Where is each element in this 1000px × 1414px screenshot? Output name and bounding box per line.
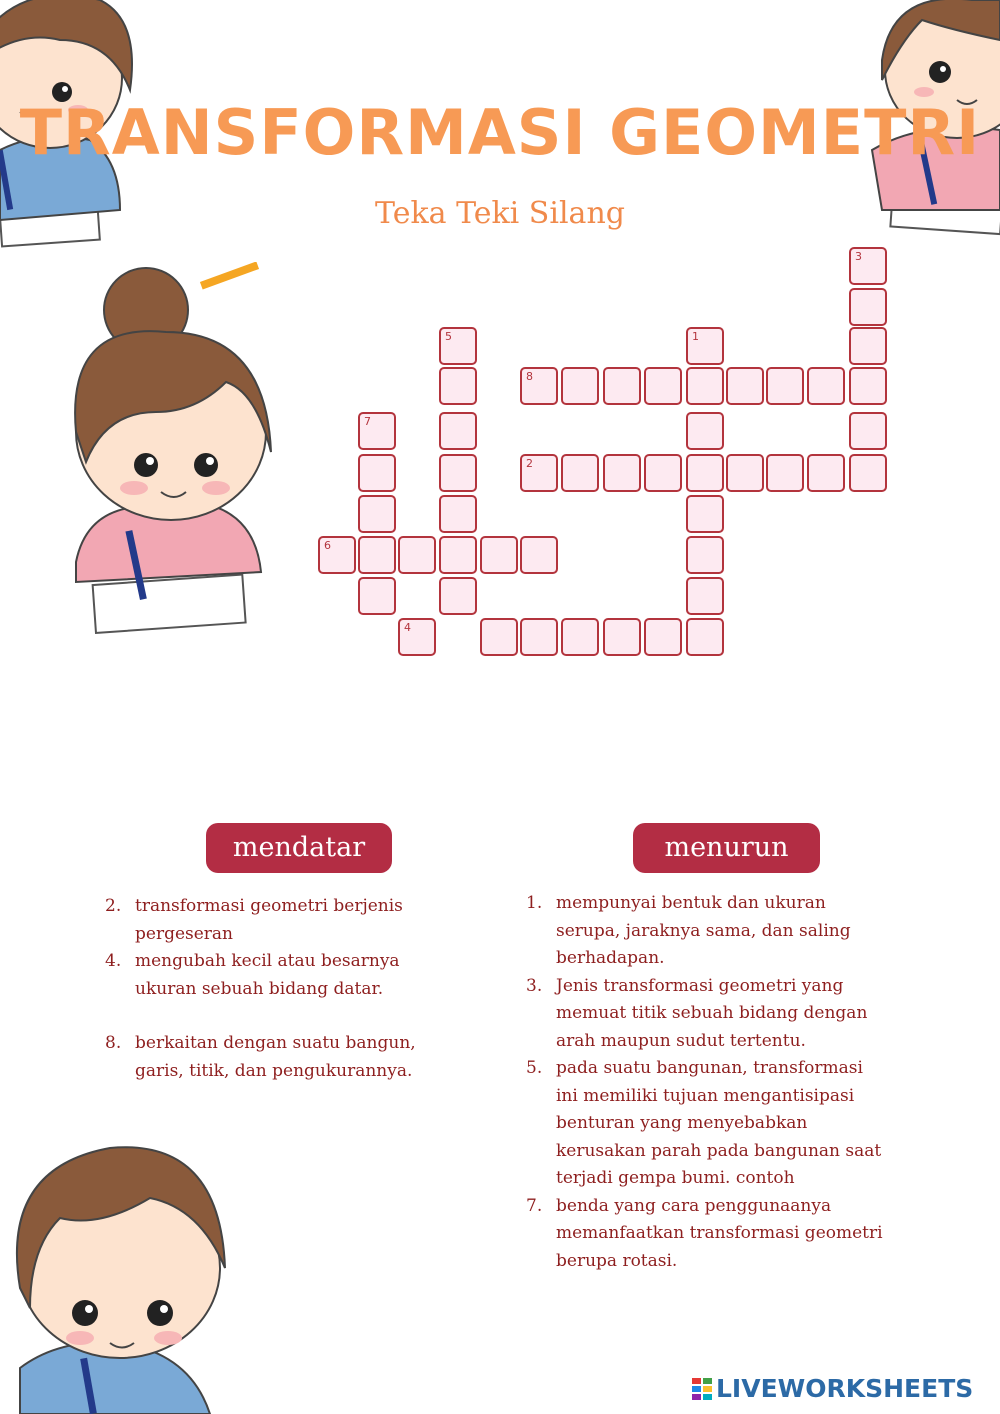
- crossword-cell[interactable]: [726, 454, 764, 492]
- crossword-cell[interactable]: [686, 618, 724, 656]
- crossword-cell-input[interactable]: [688, 497, 722, 531]
- crossword-cell[interactable]: [603, 367, 641, 405]
- cell-number: 5: [445, 330, 452, 343]
- clue-text: transformasi geometri berjenis pergeseran: [135, 896, 403, 944]
- crossword-cell-input[interactable]: [605, 369, 639, 403]
- crossword-cell-input[interactable]: [400, 538, 434, 572]
- crossword-cell-input[interactable]: [360, 456, 394, 490]
- crossword-cell[interactable]: [439, 367, 477, 405]
- crossword-cell[interactable]: [439, 412, 477, 450]
- crossword-cell[interactable]: [686, 327, 724, 365]
- crossword-cell-input[interactable]: [851, 369, 885, 403]
- crossword-cell-input[interactable]: [688, 369, 722, 403]
- crossword-cell[interactable]: [358, 577, 396, 615]
- clue-text: Jenis transformasi geometri yang memuat titik sebuah bidang dengan arah maupun sudut tertentu.: [556, 975, 868, 1051]
- crossword-cell[interactable]: [398, 618, 436, 656]
- page-subtitle: Teka Teki Silang: [375, 196, 625, 231]
- crossword-cell[interactable]: [561, 367, 599, 405]
- crossword-cell-input[interactable]: [441, 497, 475, 531]
- crossword-cell[interactable]: [318, 536, 356, 574]
- clue-number: 2.: [105, 896, 122, 916]
- clue-text: mempunyai bentuk dan ukuran serupa, jaraknya sama, dan saling berhadapan.: [556, 893, 851, 968]
- across-header: mendatar: [206, 823, 392, 873]
- crossword-cell[interactable]: [644, 618, 682, 656]
- crossword-cell[interactable]: [358, 412, 396, 450]
- down-clue-1: [526, 890, 888, 973]
- crossword-cell-input[interactable]: [688, 620, 722, 654]
- crossword-cell[interactable]: [686, 412, 724, 450]
- crossword-cell[interactable]: [398, 536, 436, 574]
- clue-number: 1.: [526, 893, 543, 913]
- crossword-cell-input[interactable]: [688, 456, 722, 490]
- down-clue-7: [526, 1193, 888, 1276]
- across-clue-8: [105, 1030, 435, 1085]
- down-clue-3: [526, 973, 888, 1056]
- crossword-cell[interactable]: [358, 536, 396, 574]
- crossword-cell[interactable]: [439, 454, 477, 492]
- crossword-cell[interactable]: [520, 618, 558, 656]
- crossword-cell[interactable]: [561, 454, 599, 492]
- crossword-cell-input[interactable]: [851, 290, 885, 324]
- crossword-cell-input[interactable]: [522, 620, 556, 654]
- crossword-cell[interactable]: [561, 618, 599, 656]
- cell-number: 4: [404, 621, 411, 634]
- crossword-cell-input[interactable]: [522, 538, 556, 572]
- crossword-cell-input[interactable]: [728, 456, 762, 490]
- crossword-cell-input[interactable]: [688, 538, 722, 572]
- crossword-cell-input[interactable]: [646, 369, 680, 403]
- crossword-cell-input[interactable]: [605, 620, 639, 654]
- crossword-cell-input[interactable]: [646, 456, 680, 490]
- cell-number: 1: [692, 330, 699, 343]
- page-title: TRANSFORMASI GEOMETRI: [19, 96, 981, 169]
- crossword-cell[interactable]: [439, 327, 477, 365]
- crossword-cell-input[interactable]: [482, 620, 516, 654]
- crossword-cell-input[interactable]: [768, 369, 802, 403]
- crossword-cell-input[interactable]: [360, 579, 394, 613]
- crossword-cell-input[interactable]: [851, 329, 885, 363]
- crossword-cell-input[interactable]: [563, 620, 597, 654]
- down-clue-list: [526, 890, 888, 1275]
- crossword-cell-input[interactable]: [441, 538, 475, 572]
- crossword-cell-input[interactable]: [522, 456, 556, 490]
- crossword-cell[interactable]: [849, 454, 887, 492]
- crossword-cell-input[interactable]: [360, 414, 394, 448]
- crossword-cell[interactable]: [807, 454, 845, 492]
- cell-number: 2: [526, 457, 533, 470]
- down-header: menurun: [633, 823, 820, 873]
- clue-text: pada suatu bangunan, transformasi ini memiliki tujuan mengantisipasi benturan yang menyebabkan kerusakan parah pada bangunan saat terjadi gempa bumi. contoh: [556, 1058, 882, 1188]
- crossword-cell[interactable]: [439, 577, 477, 615]
- crossword-cell-input[interactable]: [851, 414, 885, 448]
- crossword-cell[interactable]: [644, 367, 682, 405]
- crossword-cell-input[interactable]: [522, 369, 556, 403]
- crossword-cell-input[interactable]: [441, 579, 475, 613]
- crossword-cell[interactable]: [849, 288, 887, 326]
- crossword-cell-input[interactable]: [320, 538, 354, 572]
- crossword-cell-input[interactable]: [400, 620, 434, 654]
- crossword-cell[interactable]: [726, 367, 764, 405]
- cell-number: 6: [324, 539, 331, 552]
- cell-number: 8: [526, 370, 533, 383]
- across-clue-2: [105, 893, 435, 948]
- crossword-cell-input[interactable]: [688, 414, 722, 448]
- crossword-cell[interactable]: [358, 495, 396, 533]
- clue-number: 8.: [105, 1033, 122, 1053]
- crossword-cell[interactable]: [849, 367, 887, 405]
- across-clue-4: [105, 948, 435, 1003]
- clue-text: mengubah kecil atau besarnya ukuran sebuah bidang datar.: [135, 951, 400, 999]
- crossword-cell-input[interactable]: [360, 497, 394, 531]
- clue-number: 7.: [526, 1195, 543, 1216]
- crossword-cell[interactable]: [686, 495, 724, 533]
- crossword-cell-input[interactable]: [563, 369, 597, 403]
- crossword-cell-input[interactable]: [563, 456, 597, 490]
- crossword-cell[interactable]: [439, 495, 477, 533]
- cell-number: 3: [855, 250, 862, 263]
- crossword-cell[interactable]: [439, 536, 477, 574]
- crossword-cell-input[interactable]: [809, 456, 843, 490]
- clue-text: benda yang cara penggunaanya memanfaatkan transformasi geometri berupa rotasi.: [556, 1195, 883, 1271]
- crossword-cell[interactable]: [480, 618, 518, 656]
- crossword-cell-input[interactable]: [441, 414, 475, 448]
- clue-number: 3.: [526, 975, 543, 996]
- crossword-cell-input[interactable]: [441, 329, 475, 363]
- crossword-cell-input[interactable]: [441, 369, 475, 403]
- crossword-cell-input[interactable]: [768, 456, 802, 490]
- crossword-cell[interactable]: [686, 367, 724, 405]
- crossword-cell-input[interactable]: [482, 538, 516, 572]
- down-clue-5: [526, 1055, 888, 1193]
- crossword-cell[interactable]: [644, 454, 682, 492]
- crossword-cell-input[interactable]: [851, 249, 885, 283]
- crossword-cell[interactable]: [603, 618, 641, 656]
- clue-number: 4.: [105, 951, 122, 971]
- crossword-cell-input[interactable]: [360, 538, 394, 572]
- crossword-cell[interactable]: [686, 536, 724, 574]
- crossword-cell-input[interactable]: [441, 456, 475, 490]
- crossword-cell[interactable]: [766, 367, 804, 405]
- footer-brand: LIVEWORKSHEETS: [716, 1374, 974, 1403]
- crossword-cell-input[interactable]: [809, 369, 843, 403]
- clue-text: berkaitan dengan suatu bangun, garis, titik, dan pengukurannya.: [135, 1033, 416, 1081]
- liveworksheets-logo-icon: [692, 1378, 712, 1400]
- crossword-cell[interactable]: [686, 454, 724, 492]
- crossword-grid: [0, 0, 1000, 700]
- crossword-cell[interactable]: [480, 536, 518, 574]
- crossword-cell-input[interactable]: [851, 456, 885, 490]
- crossword-cell[interactable]: [520, 536, 558, 574]
- crossword-cell-input[interactable]: [688, 579, 722, 613]
- crossword-cell[interactable]: [603, 454, 641, 492]
- crossword-cell-input[interactable]: [688, 329, 722, 363]
- cell-number: 7: [364, 415, 371, 428]
- crossword-cell[interactable]: [849, 247, 887, 285]
- crossword-cell[interactable]: [849, 412, 887, 450]
- child-illustration-bottom-left: [0, 1138, 230, 1414]
- crossword-cell-input[interactable]: [646, 620, 680, 654]
- across-clue-list: [105, 893, 435, 1085]
- crossword-cell[interactable]: [358, 454, 396, 492]
- crossword-cell[interactable]: [849, 327, 887, 365]
- crossword-cell[interactable]: [520, 367, 558, 405]
- crossword-cell[interactable]: [807, 367, 845, 405]
- crossword-cell-input[interactable]: [605, 456, 639, 490]
- crossword-cell-input[interactable]: [728, 369, 762, 403]
- crossword-cell[interactable]: [520, 454, 558, 492]
- crossword-cell[interactable]: [686, 577, 724, 615]
- clue-number: 5.: [526, 1058, 543, 1078]
- crossword-cell[interactable]: [766, 454, 804, 492]
